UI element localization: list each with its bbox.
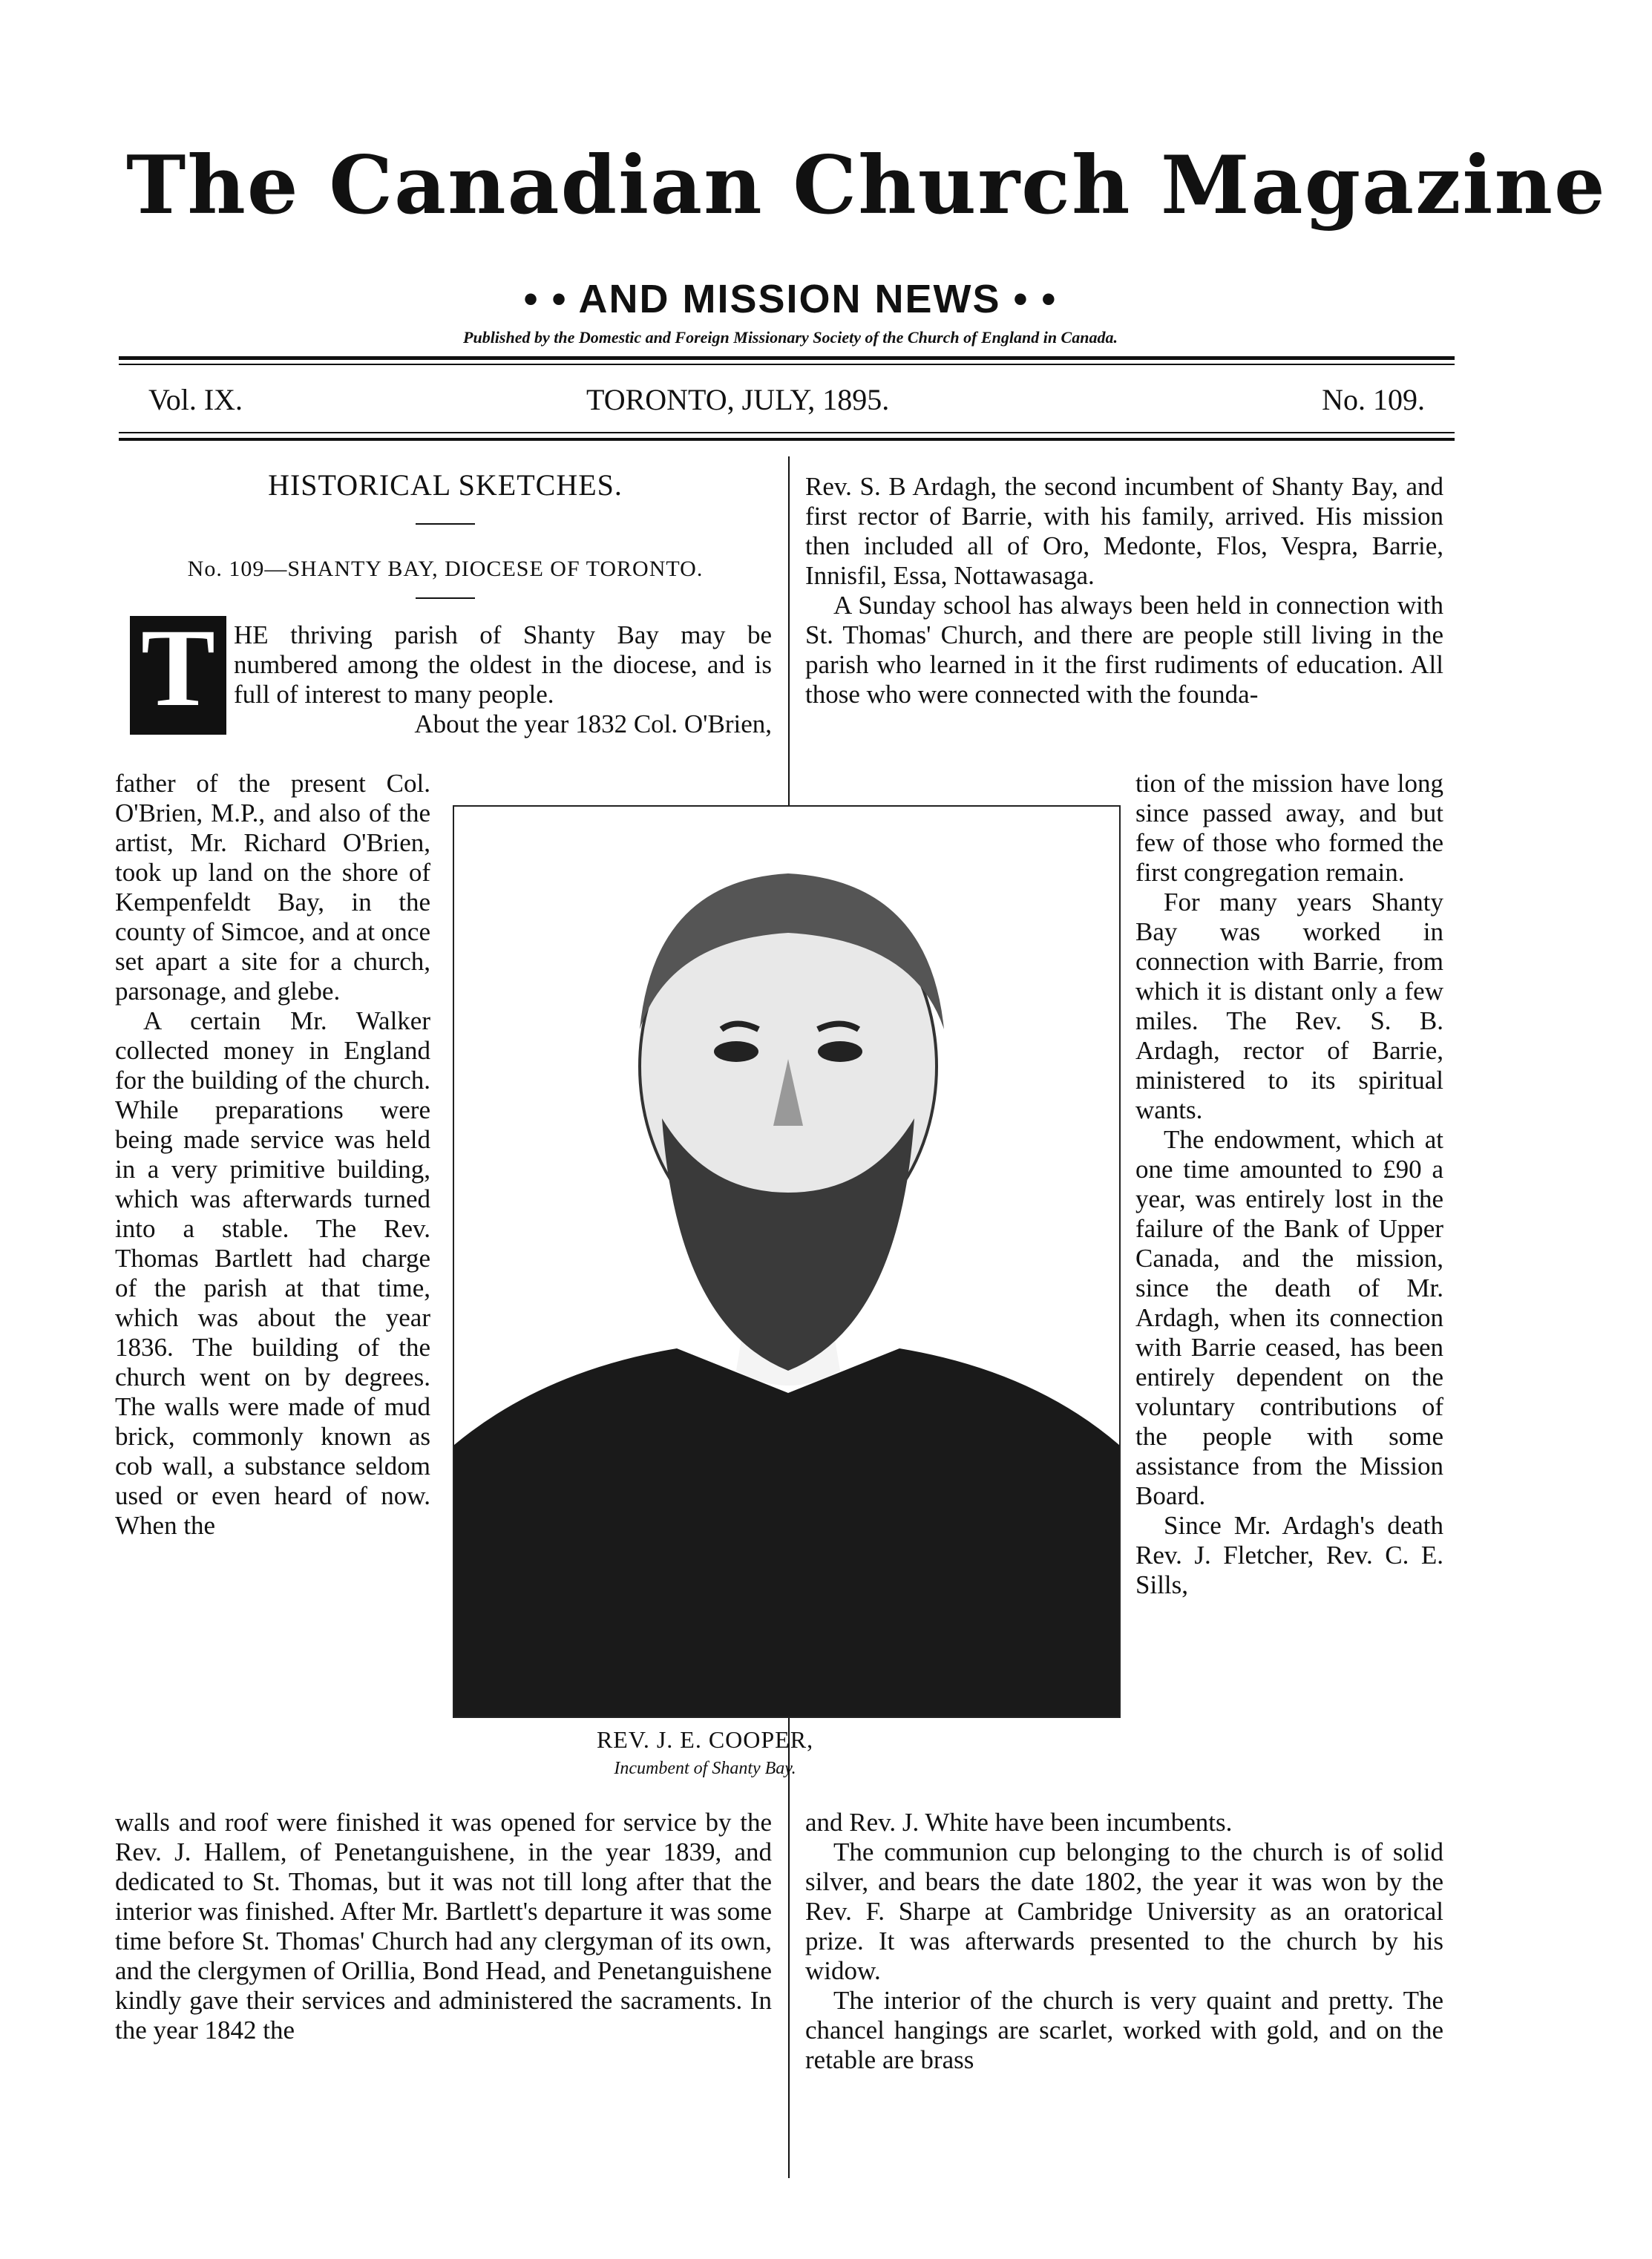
left-col-bottom [115,1808,772,2045]
left-para-1: HE thriving parish of Shanty Bay may be numbered among the oldest in the diocese, and is full of interest to many people. [234,620,772,709]
magazine-title: The Canadian Church Magazine [126,139,1607,232]
right-para-6: The communion cup belonging to the church is of solid silver, and bears the date 1802, the year it was won by the Rev. F. Sharpe at Cambridge University as an oratorical prize. It was afterwards presented to the church by his widow. [805,1837,1443,1985]
place-date: TORONTO, JULY, 1895. [586,383,890,416]
publisher-line: Published by the Domestic and Foreign Missionary Society of the Church of England in Canada. [463,328,1118,347]
right-col-narrow [1135,769,1443,1600]
issue-rule-thick [119,438,1455,441]
masthead-rule [119,356,1455,360]
right-para-5-cont: and Rev. J. White have been incumbents. [805,1808,1233,1837]
right-para-3: For many years Shanty Bay was worked in connection with Barrie, from which it is distant only a few miles. The Rev. S. B. Ardagh, rector of Barrie, ministered to its spiritual wants. [1135,888,1443,1124]
magazine-subtitle: • • AND MISSION NEWS • • [523,277,1058,321]
left-para-3: A certain Mr. Walker collected money in England for the building of the church. While preparations were being made service was held in a very primitive building, which was afterwards turned into a stable. The Rev. Thomas Bartlett had charge of the parish at that time, which was about the year 1836. The building of the church went on by degrees. The walls were made of mud brick, commonly known as cob wall, a substance seldom used or even heard of now. When the [115,1006,430,1540]
left-para-2a: About the year 1832 Col. O'Brien, [414,709,772,738]
issue-number: No. 109. [1322,383,1425,416]
drop-cap: T [130,616,226,735]
subheading-rule [416,597,475,599]
left-para-3-cont: walls and roof were finished it was opened for service by the Rev. J. Hallem, of Penetanguishene, in the year 1839, and dedicated to St. Thomas, but it was not till long after that the interior was finished. After Mr. Bartlett's departure it was some time before St. Thomas' Church had any clergyman of its own, and the clergymen of Orillia, Bond Head, and Penetanguishene kindly gave their services and administered the sacraments. In the year 1842 the [115,1808,772,2045]
portrait-caption-name: REV. J. E. COOPER, [596,1726,814,1753]
article-heading: HISTORICAL SKETCHES. [268,468,623,502]
portrait-engraving [453,805,1121,1718]
right-para-2b: tion of the mission have long since passed away, and but few of those who formed the first congregation remain. [1135,769,1443,887]
right-para-5: Since Mr. Ardagh's death Rev. J. Fletcher, Rev. C. E. Sills, [1135,1511,1443,1599]
volume-label: Vol. IX. [148,383,243,416]
portrait-caption-role: Incumbent of Shanty Bay. [614,1759,796,1778]
portrait-figure [454,807,1119,1717]
right-para-7: The interior of the church is very quaint and pretty. The chancel hangings are scarlet, worked with gold, and on the retable are brass [805,1986,1443,2074]
left-para-2b: father of the present Col. O'Brien, M.P., and also of the artist, Mr. Richard O'Brien, took up land on the shore of Kempenfeldt Bay, in the county of Simcoe, and at once set apart a site for a church, parsonage, and glebe. [115,769,430,1006]
right-para-1: Rev. S. B Ardagh, the second incumbent of Shanty Bay, and first rector of Barrie, with his family, arrived. His mission then included all of Oro, Medonte, Flos, Vespra, Barrie, Innisfil, Essa, Nottawasaga. [805,472,1443,590]
left-col-narrow [115,769,430,1541]
right-col-bottom [805,1808,1443,2075]
masthead-rule-thin [119,364,1455,365]
right-col-top [805,472,1443,709]
right-para-2: A Sunday school has always been held in connection with St. Thomas' Church, and there are people still living in the parish who learned in it the first rudiments of education. All those who were connected with the founda- [805,591,1443,709]
article-subheading: No. 109—SHANTY BAY, DIOCESE OF TORONTO. [187,557,704,581]
heading-rule [416,523,475,525]
right-para-4: The endowment, which at one time amounted to £90 a year, was entirely lost in the failure of the Bank of Upper Canada, and the mission, since the death of Mr. Ardagh, when its connection with Barrie ceased, has been entirely dependent on the voluntary contributions of the people with some assistance from the Mission Board. [1135,1125,1443,1510]
issue-rule [119,432,1455,433]
left-col-intro [234,620,772,739]
issue-line [148,382,1425,427]
